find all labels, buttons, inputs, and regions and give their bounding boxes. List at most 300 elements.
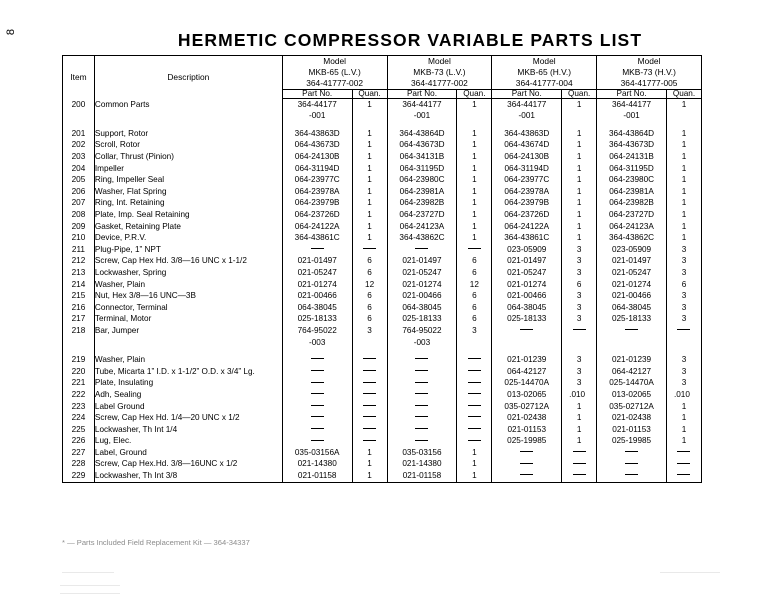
cell-part-no: 064-24130B (282, 151, 352, 163)
cell-part-no (282, 354, 352, 366)
cell-part-no: 021-00466 (282, 290, 352, 302)
cell-quantity: 1 (666, 186, 701, 198)
cell-quantity: 1 (562, 424, 597, 436)
empty-dash (363, 358, 376, 359)
model-number-2: 364-41777-004 (515, 78, 573, 89)
empty-dash (468, 393, 481, 394)
cell-quantity: .010 (562, 389, 597, 401)
cell-part-no: 021-01497 (597, 256, 667, 268)
cell-quantity: 1 (352, 163, 387, 175)
cell-part-no: 013-02065 (492, 389, 562, 401)
cell-item: 203 (63, 151, 95, 163)
cell-quantity: 1 (666, 128, 701, 140)
cell-quantity: 1 (666, 140, 701, 152)
model-name-2: MKB-65 (H.V.) (517, 67, 572, 78)
cell-part-no (492, 459, 562, 471)
cell-item: 211 (63, 244, 95, 256)
empty-dash (677, 474, 690, 475)
cell-quantity: 1 (562, 209, 597, 221)
cell-quantity: 1 (352, 209, 387, 221)
empty-dash (363, 405, 376, 406)
cell-quantity: 1 (457, 221, 492, 233)
cell-item (63, 111, 95, 123)
cell-quantity: 1 (666, 99, 701, 111)
cell-item: 229 (63, 470, 95, 482)
empty-dash (415, 405, 428, 406)
cell-quantity: 3 (562, 267, 597, 279)
table-row (63, 279, 702, 291)
cell-quantity: 1 (562, 436, 597, 448)
cell-part-no: 064-24123A (387, 221, 457, 233)
cell-part-no: 764-95022 (387, 325, 457, 337)
cell-quantity: 1 (666, 412, 701, 424)
cell-quantity: 1 (562, 221, 597, 233)
cell-part-no: 025-19985 (597, 436, 667, 448)
cell-part-no: 021-14380 (282, 459, 352, 471)
header-item: Item (63, 56, 95, 99)
cell-part-no (387, 244, 457, 256)
cell-quantity (457, 354, 492, 366)
empty-dash (520, 463, 533, 464)
cell-description: Washer, Flat Spring (94, 186, 167, 196)
header-quan-2: Quan. (562, 90, 597, 99)
empty-dash (363, 416, 376, 417)
cell-part-no: 364-43863D (492, 128, 562, 140)
cell-quantity: 1 (666, 198, 701, 210)
cell-quantity: 1 (666, 401, 701, 413)
cell-part-no (282, 412, 352, 424)
cell-quantity: 3 (666, 302, 701, 314)
cell-part-no: 064-23727D (597, 209, 667, 221)
empty-dash (468, 248, 481, 249)
cell-quantity: 1 (352, 459, 387, 471)
cell-part-no: -003 (282, 337, 352, 349)
header-part-no-1: Part No. (387, 90, 457, 99)
model-label-1: Model (428, 56, 451, 66)
cell-description: Support, Rotor (94, 128, 149, 138)
model-name-1: MKB-73 (L.V.) (413, 67, 466, 78)
cell-description: Connector, Terminal (94, 302, 168, 312)
cell-description: Plate, Imp. Seal Retaining (94, 210, 190, 220)
cell-item: 220 (63, 366, 95, 378)
empty-dash (311, 428, 324, 429)
cell-quantity: 3 (562, 314, 597, 326)
cell-quantity (352, 424, 387, 436)
cell-part-no (387, 389, 457, 401)
cell-part-no: -001 (387, 111, 457, 123)
cell-quantity: 6 (562, 279, 597, 291)
cell-part-no: 064-23977C (282, 175, 352, 187)
empty-dash (573, 474, 586, 475)
cell-part-no (387, 401, 457, 413)
cell-quantity: 1 (562, 233, 597, 245)
cell-part-no: -001 (492, 111, 562, 123)
cell-part-no: 064-23978A (282, 186, 352, 198)
cell-part-no: 021-05247 (282, 267, 352, 279)
cell-quantity: 1 (562, 186, 597, 198)
empty-dash (520, 451, 533, 452)
cell-description: Terminal, Motor (94, 314, 152, 324)
cell-quantity: 3 (562, 354, 597, 366)
header-part-no-3: Part No. (597, 90, 667, 99)
cell-description: Screw, Cap Hex Hd. 1/4—20 UNC x 1/2 (94, 413, 240, 423)
cell-quantity (457, 378, 492, 390)
footnote: * — Parts Included Field Replacement Kit — 364-34337 (62, 538, 250, 547)
cell-part-no: -001 (282, 111, 352, 123)
cell-quantity: 1 (457, 99, 492, 111)
cell-item: 223 (63, 401, 95, 413)
cell-part-no: 064-42127 (597, 366, 667, 378)
cell-quantity: 6 (457, 302, 492, 314)
table-row (63, 256, 702, 268)
cell-item: 207 (63, 198, 95, 210)
empty-dash (363, 370, 376, 371)
cell-part-no: 364-43862C (597, 233, 667, 245)
cell-part-no (387, 412, 457, 424)
cell-quantity: 1 (457, 470, 492, 482)
empty-dash (520, 474, 533, 475)
cell-part-no: 021-01274 (282, 279, 352, 291)
cell-description: Screw, Cap Hex Hd. 3/8—16 UNC x 1-1/2 (94, 256, 247, 266)
cell-description: Label, Ground (94, 447, 147, 457)
cell-part-no: -001 (597, 111, 667, 123)
cell-part-no: 064-38045 (597, 302, 667, 314)
table-row (63, 314, 702, 326)
cell-quantity: 1 (352, 151, 387, 163)
table-row (63, 447, 702, 459)
cell-part-no: 021-05247 (492, 267, 562, 279)
cell-quantity: 3 (666, 354, 701, 366)
cell-quantity (666, 447, 701, 459)
cell-part-no: 064-23726D (492, 209, 562, 221)
cell-quantity (562, 111, 597, 123)
cell-quantity (562, 337, 597, 349)
cell-quantity: 3 (666, 256, 701, 268)
table-row (63, 401, 702, 413)
cell-quantity: 3 (457, 325, 492, 337)
table-row (63, 378, 702, 390)
model-number-1: 364-41777-002 (411, 78, 468, 89)
cell-part-no: 064-23979B (282, 198, 352, 210)
cell-part-no: 021-01497 (282, 256, 352, 268)
table-row (63, 209, 702, 221)
cell-part-no: 064-43674D (492, 140, 562, 152)
table-row (63, 244, 702, 256)
empty-dash (415, 416, 428, 417)
cell-description: Bar, Jumper (94, 325, 140, 335)
cell-part-no (387, 366, 457, 378)
cell-item: 222 (63, 389, 95, 401)
cell-quantity (666, 337, 701, 349)
cell-part-no (282, 244, 352, 256)
cell-quantity: 1 (562, 401, 597, 413)
empty-dash (677, 451, 690, 452)
empty-dash (363, 382, 376, 383)
cell-quantity: 3 (562, 378, 597, 390)
cell-quantity: 6 (457, 256, 492, 268)
cell-part-no: 364-44177 (282, 99, 352, 111)
cell-part-no: 064-23977C (492, 175, 562, 187)
cell-item: 225 (63, 424, 95, 436)
cell-quantity: 3 (562, 302, 597, 314)
cell-quantity: 1 (562, 198, 597, 210)
cell-part-no: 064-24130B (492, 151, 562, 163)
cell-description (94, 337, 282, 349)
cell-quantity: 1 (666, 233, 701, 245)
cell-description: Screw, Cap Hex.Hd. 3/8—16UNC x 1/2 (94, 459, 238, 469)
header-quan-1: Quan. (457, 90, 492, 99)
table-row (63, 412, 702, 424)
cell-quantity (666, 459, 701, 471)
cell-part-no (492, 447, 562, 459)
cell-item: 204 (63, 163, 95, 175)
cell-part-no: 064-43673D (282, 140, 352, 152)
cell-description: Washer, Plain (94, 279, 146, 289)
cell-part-no: 021-01274 (597, 279, 667, 291)
model-label-2: Model (532, 56, 556, 66)
cell-quantity: 1 (562, 99, 597, 111)
model-number-0: 364-41777-002 (306, 78, 364, 89)
cell-quantity: 3 (666, 378, 701, 390)
cell-part-no: 021-05247 (387, 267, 457, 279)
empty-dash (468, 382, 481, 383)
cell-quantity: 1 (352, 198, 387, 210)
cell-item: 214 (63, 279, 95, 291)
cell-item: 210 (63, 233, 95, 245)
empty-dash (468, 440, 481, 441)
table-row (63, 233, 702, 245)
cell-quantity: 1 (352, 186, 387, 198)
cell-quantity (562, 459, 597, 471)
cell-part-no: 021-01239 (597, 354, 667, 366)
cell-part-no: 064-23981A (597, 186, 667, 198)
scan-artifact-line-1 (62, 572, 114, 573)
cell-quantity (457, 389, 492, 401)
cell-part-no: 064-31195D (597, 163, 667, 175)
model-number-3: 364-41777-005 (620, 78, 678, 89)
cell-quantity: 1 (457, 186, 492, 198)
cell-part-no (387, 354, 457, 366)
empty-dash (415, 370, 428, 371)
cell-quantity: 1 (666, 151, 701, 163)
cell-quantity: 1 (666, 221, 701, 233)
cell-quantity (666, 111, 701, 123)
cell-quantity: 12 (457, 279, 492, 291)
cell-quantity (352, 366, 387, 378)
cell-part-no: 064-38045 (492, 302, 562, 314)
cell-quantity: 1 (562, 175, 597, 187)
cell-part-no: 064-38045 (387, 302, 457, 314)
cell-part-no: 064-24131B (597, 151, 667, 163)
cell-quantity: 1 (457, 209, 492, 221)
empty-dash (677, 329, 690, 330)
table-row (63, 198, 702, 210)
cell-quantity (457, 244, 492, 256)
cell-part-no: 013-02065 (597, 389, 667, 401)
empty-dash (415, 248, 428, 249)
cell-part-no: 021-01497 (492, 256, 562, 268)
cell-part-no: 021-01274 (492, 279, 562, 291)
cell-description: Lockwasher, Th Int 3/8 (94, 471, 178, 481)
empty-dash (415, 428, 428, 429)
model-name-3: MKB-73 (H.V.) (622, 67, 676, 78)
empty-dash (311, 416, 324, 417)
empty-dash (311, 405, 324, 406)
empty-dash (415, 382, 428, 383)
table-row (63, 436, 702, 448)
cell-part-no (597, 337, 667, 349)
model-label-3: Model (637, 56, 661, 66)
cell-item (63, 337, 95, 349)
header-model-2 (492, 56, 597, 90)
cell-part-no: 364-43861C (492, 233, 562, 245)
table-body (63, 99, 702, 483)
empty-dash (363, 428, 376, 429)
cell-description: Plate, Insulating (94, 378, 154, 388)
empty-dash (468, 358, 481, 359)
cell-part-no (597, 470, 667, 482)
empty-dash (311, 393, 324, 394)
cell-part-no: 035-03156A (282, 447, 352, 459)
cell-quantity: 1 (666, 436, 701, 448)
cell-item: 208 (63, 209, 95, 221)
cell-quantity (562, 447, 597, 459)
cell-part-no: 064-23982B (387, 198, 457, 210)
cell-part-no: 364-43673D (597, 140, 667, 152)
cell-part-no: 025-19985 (492, 436, 562, 448)
header-quan-3: Quan. (666, 90, 701, 99)
cell-part-no: 025-14470A (597, 378, 667, 390)
cell-item: 221 (63, 378, 95, 390)
cell-quantity: 6 (352, 256, 387, 268)
cell-description: Lug, Elec. (94, 436, 132, 446)
cell-item: 217 (63, 314, 95, 326)
cell-quantity: 6 (352, 267, 387, 279)
cell-item: 201 (63, 128, 95, 140)
cell-part-no (492, 337, 562, 349)
cell-quantity: 1 (457, 163, 492, 175)
cell-quantity: 1 (352, 175, 387, 187)
empty-dash (573, 463, 586, 464)
table-row (63, 366, 702, 378)
cell-part-no: 025-18133 (597, 314, 667, 326)
table-row (63, 140, 702, 152)
cell-part-no (597, 459, 667, 471)
header-description: Description (167, 72, 210, 83)
cell-part-no: 064-31195D (387, 163, 457, 175)
table-row (63, 354, 702, 366)
cell-part-no (282, 389, 352, 401)
table-row (63, 325, 702, 337)
cell-quantity: 3 (666, 314, 701, 326)
cell-description: Lockwasher, Spring (94, 267, 167, 277)
cell-part-no (282, 366, 352, 378)
cell-part-no (387, 436, 457, 448)
cell-item: 216 (63, 302, 95, 314)
cell-part-no: 064-31194D (492, 163, 562, 175)
cell-quantity: .010 (666, 389, 701, 401)
cell-part-no: 021-01497 (387, 256, 457, 268)
cell-quantity: 1 (666, 175, 701, 187)
cell-quantity: 3 (666, 366, 701, 378)
empty-dash (468, 370, 481, 371)
table-row (63, 175, 702, 187)
empty-dash (677, 463, 690, 464)
cell-description: Ring, Impeller Seal (94, 175, 165, 185)
model-name-0: MKB-65 (L.V.) (308, 67, 361, 78)
table-row (63, 290, 702, 302)
cell-description: Impeller (94, 163, 125, 173)
cell-item: 200 (63, 99, 95, 111)
empty-dash (311, 440, 324, 441)
cell-part-no: 764-95022 (282, 325, 352, 337)
cell-quantity: 6 (352, 290, 387, 302)
cell-item: 205 (63, 175, 95, 187)
cell-description: Plug-Pipe, 1” NPT (94, 244, 161, 254)
cell-description: Label Ground (94, 401, 145, 411)
cell-part-no: 064-24123A (597, 221, 667, 233)
cell-part-no: 023-05909 (597, 244, 667, 256)
cell-part-no: 364-43861C (282, 233, 352, 245)
cell-item: 206 (63, 186, 95, 198)
empty-dash (625, 451, 638, 452)
cell-quantity (562, 470, 597, 482)
header-part-no-0: Part No. (282, 90, 352, 99)
cell-quantity: 6 (666, 279, 701, 291)
cell-quantity (666, 325, 701, 337)
empty-dash (311, 358, 324, 359)
empty-dash (573, 329, 586, 330)
empty-dash (363, 248, 376, 249)
cell-quantity: 3 (562, 366, 597, 378)
cell-part-no (282, 436, 352, 448)
cell-part-no: 064-38045 (282, 302, 352, 314)
cell-description: Washer, Plain (94, 355, 146, 365)
cell-quantity (457, 436, 492, 448)
cell-item: 219 (63, 354, 95, 366)
cell-quantity (457, 412, 492, 424)
cell-part-no: 064-23726D (282, 209, 352, 221)
cell-item: 215 (63, 290, 95, 302)
cell-quantity (352, 378, 387, 390)
cell-part-no: 064-23978A (492, 186, 562, 198)
cell-part-no: 035-03156 (387, 447, 457, 459)
cell-part-no: 064-23982B (597, 198, 667, 210)
cell-part-no (492, 470, 562, 482)
cell-part-no: 021-00466 (492, 290, 562, 302)
empty-dash (625, 474, 638, 475)
cell-item: 209 (63, 221, 95, 233)
cell-quantity: 6 (457, 314, 492, 326)
cell-part-no: 364-43864D (597, 128, 667, 140)
cell-item: 224 (63, 412, 95, 424)
cell-quantity: 6 (457, 267, 492, 279)
cell-part-no: 021-01158 (282, 470, 352, 482)
table-row (63, 221, 702, 233)
table-row (63, 389, 702, 401)
table-row (63, 186, 702, 198)
cell-part-no: 021-05247 (597, 267, 667, 279)
cell-quantity (666, 470, 701, 482)
cell-part-no: 064-24122A (492, 221, 562, 233)
cell-quantity (457, 337, 492, 349)
cell-part-no (387, 378, 457, 390)
cell-part-no (387, 424, 457, 436)
cell-quantity: 3 (562, 244, 597, 256)
cell-part-no: 021-01153 (597, 424, 667, 436)
cell-part-no (597, 325, 667, 337)
cell-quantity: 1 (562, 128, 597, 140)
